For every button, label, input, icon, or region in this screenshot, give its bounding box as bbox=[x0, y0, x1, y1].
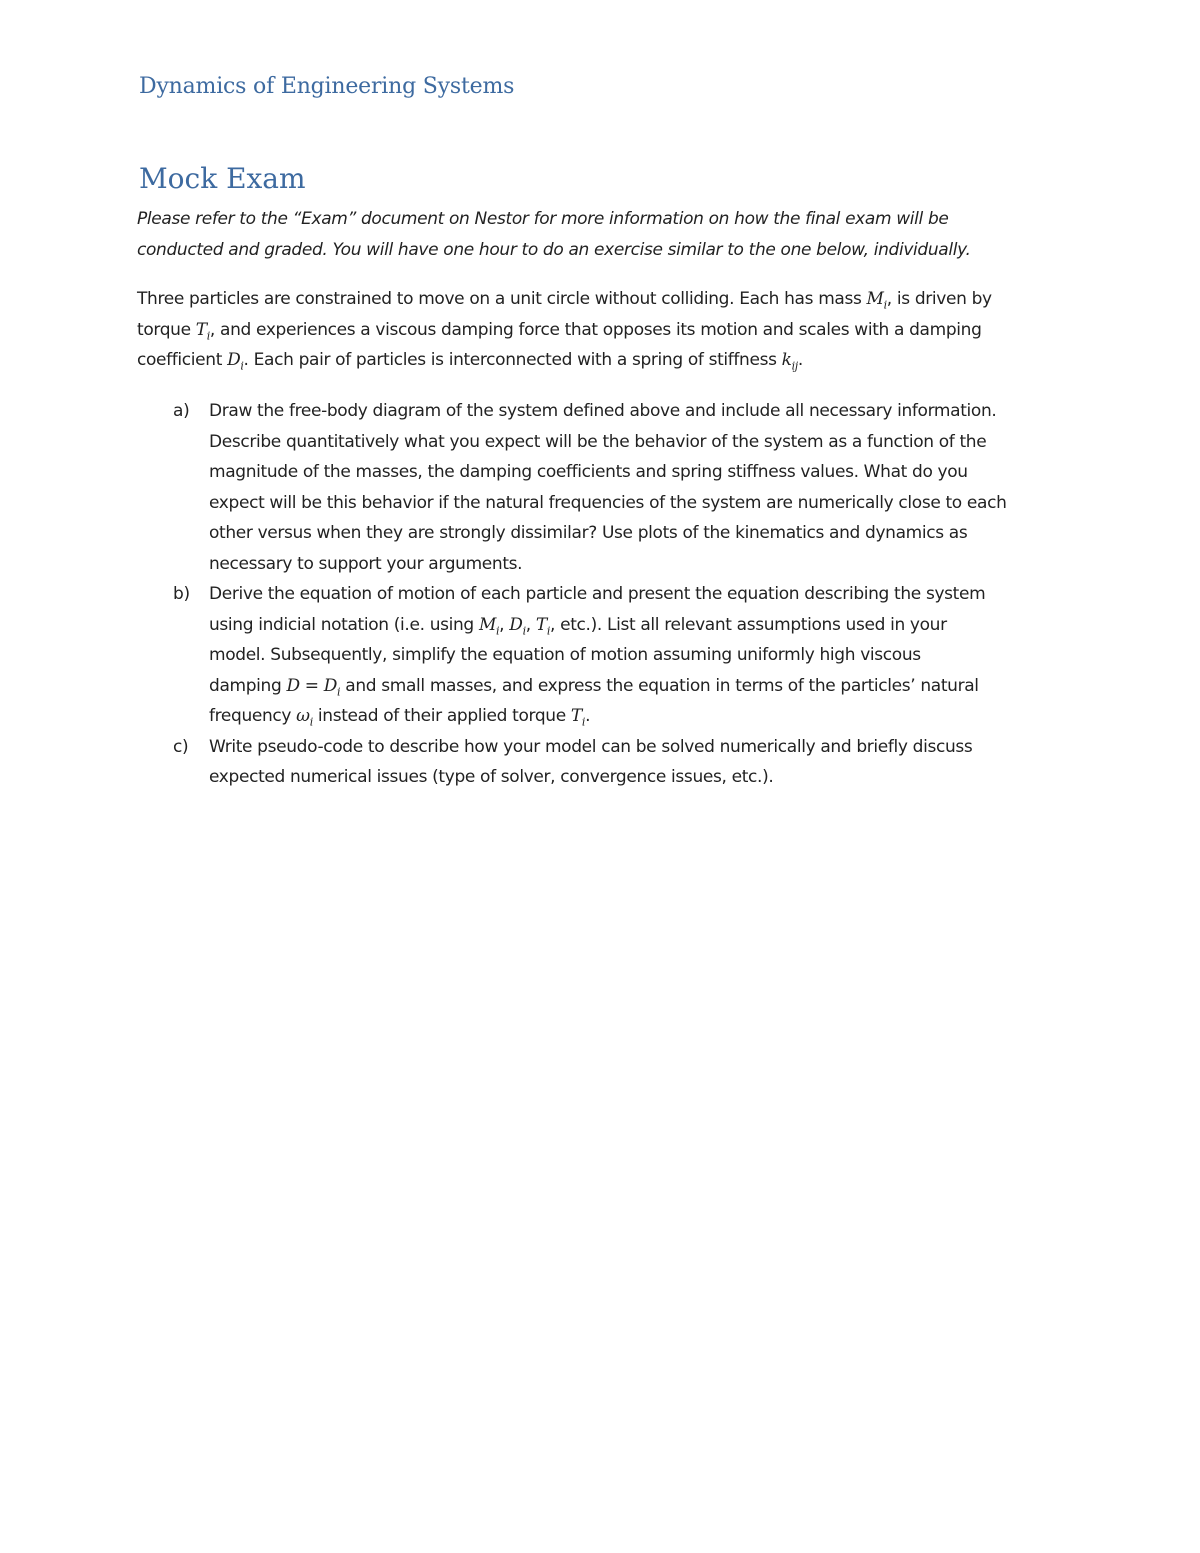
text-run: , etc.). List all relevant assumptions used in your bbox=[550, 614, 947, 635]
part-b bbox=[137, 579, 1067, 732]
part-line: Draw the free-body diagram of the system defined above and include all necessary information. bbox=[209, 401, 997, 421]
text-run: using indicial notation (i.e. using bbox=[209, 614, 479, 635]
math-torque bbox=[536, 615, 550, 635]
text-run: torque bbox=[137, 319, 196, 340]
math-equals: = bbox=[299, 675, 324, 696]
math-symbol: k bbox=[781, 350, 792, 370]
part-line: magnitude of the masses, the damping coefficients and spring stiffness values. What do you bbox=[209, 462, 968, 482]
text-run: . bbox=[797, 350, 803, 370]
math-mass bbox=[866, 289, 887, 312]
text-run: , bbox=[525, 614, 536, 635]
math-subscript: i bbox=[309, 715, 313, 729]
part-line: Derive the equation of motion of each particle and present the equation describing the system bbox=[209, 584, 986, 604]
part-line: model. Subsequently, simplify the equation of motion assuming uniformly high viscous bbox=[209, 645, 921, 665]
math-symbol: M bbox=[866, 289, 884, 309]
intro-line: conducted and graded. You will have one hour to do an exercise similar to the one below, individually. bbox=[137, 239, 971, 260]
part-label: b) bbox=[173, 584, 190, 604]
problem-line bbox=[137, 345, 1067, 376]
math-torque bbox=[196, 320, 210, 340]
text-run: , is driven by bbox=[886, 289, 992, 309]
part-line bbox=[209, 701, 1067, 732]
math-subscript: ij bbox=[791, 359, 798, 373]
part-line: Describe quantitatively what you expect will be the behavior of the system as a function of the bbox=[209, 431, 987, 452]
text-run: and small masses, and express the equation in terms of the particles’ natural bbox=[340, 675, 979, 696]
part-line bbox=[209, 671, 1067, 702]
part-a bbox=[137, 396, 1067, 579]
math-symbol: T bbox=[195, 319, 207, 340]
text-run: instead of their applied torque bbox=[312, 706, 571, 726]
math-symbol: D bbox=[286, 675, 300, 696]
math-subscript: i bbox=[496, 623, 500, 637]
intro-line: Please refer to the “Exam” document on Nestor for more information on how the final exam will be bbox=[137, 209, 949, 229]
math-subscript: i bbox=[546, 623, 551, 637]
part-label: a) bbox=[173, 401, 190, 421]
part-line: Write pseudo-code to describe how your model can be solved numerically and briefly discuss bbox=[209, 736, 973, 757]
math-natural-frequency bbox=[296, 706, 313, 729]
math-subscript: i bbox=[883, 298, 887, 312]
math-subscript: i bbox=[206, 328, 210, 342]
math-damping bbox=[227, 350, 244, 373]
text-run: coefficient bbox=[137, 350, 228, 370]
part-line: other versus when they are strongly dissimilar? Use plots of the kinematics and dynamics as bbox=[209, 523, 968, 543]
math-subscript: i bbox=[337, 684, 341, 698]
problem-line bbox=[137, 284, 1067, 315]
math-subscript: i bbox=[240, 359, 244, 373]
math-symbol: D bbox=[227, 350, 241, 370]
math-subscript: i bbox=[522, 623, 526, 637]
math-symbol: M bbox=[478, 614, 496, 635]
text-run: damping bbox=[209, 675, 287, 696]
section-title: Mock Exam bbox=[139, 162, 306, 195]
math-symbol: T bbox=[535, 614, 547, 635]
text-run: , bbox=[499, 614, 510, 635]
math-symbol: D bbox=[509, 614, 523, 635]
math-stiffness bbox=[781, 350, 798, 373]
part-line: expect will be this behavior if the natural frequencies of the system are numerically close to each bbox=[209, 492, 1007, 513]
part-line: expected numerical issues (type of solver, convergence issues, etc.). bbox=[209, 767, 774, 787]
math-mass bbox=[479, 615, 499, 635]
math-equation-uniform-damping bbox=[286, 676, 340, 696]
text-run: , and experiences a viscous damping force that opposes its motion and scales with a damping bbox=[209, 319, 982, 340]
math-symbol: D bbox=[323, 675, 338, 696]
math-torque bbox=[570, 706, 586, 729]
part-label: c) bbox=[173, 736, 189, 757]
math-symbol: T bbox=[570, 706, 582, 726]
exercise-parts-list bbox=[137, 396, 1067, 793]
math-symbol: ω bbox=[296, 706, 310, 726]
problem-line bbox=[137, 315, 1067, 346]
math-damping bbox=[509, 615, 525, 635]
text-run: . bbox=[585, 706, 591, 726]
text-run: Three particles are constrained to move on a unit circle without colliding. Each has mass bbox=[137, 289, 867, 309]
intro-paragraph bbox=[137, 204, 1067, 265]
document-header-title: Dynamics of Engineering Systems bbox=[139, 74, 515, 99]
text-run: frequency bbox=[209, 706, 297, 726]
problem-statement bbox=[137, 284, 1067, 376]
text-run: . Each pair of particles is interconnected with a spring of stiffness bbox=[243, 350, 782, 370]
part-c bbox=[137, 732, 1067, 793]
part-line: necessary to support your arguments. bbox=[209, 553, 523, 574]
math-subscript: i bbox=[581, 715, 586, 729]
part-line bbox=[209, 610, 1067, 641]
